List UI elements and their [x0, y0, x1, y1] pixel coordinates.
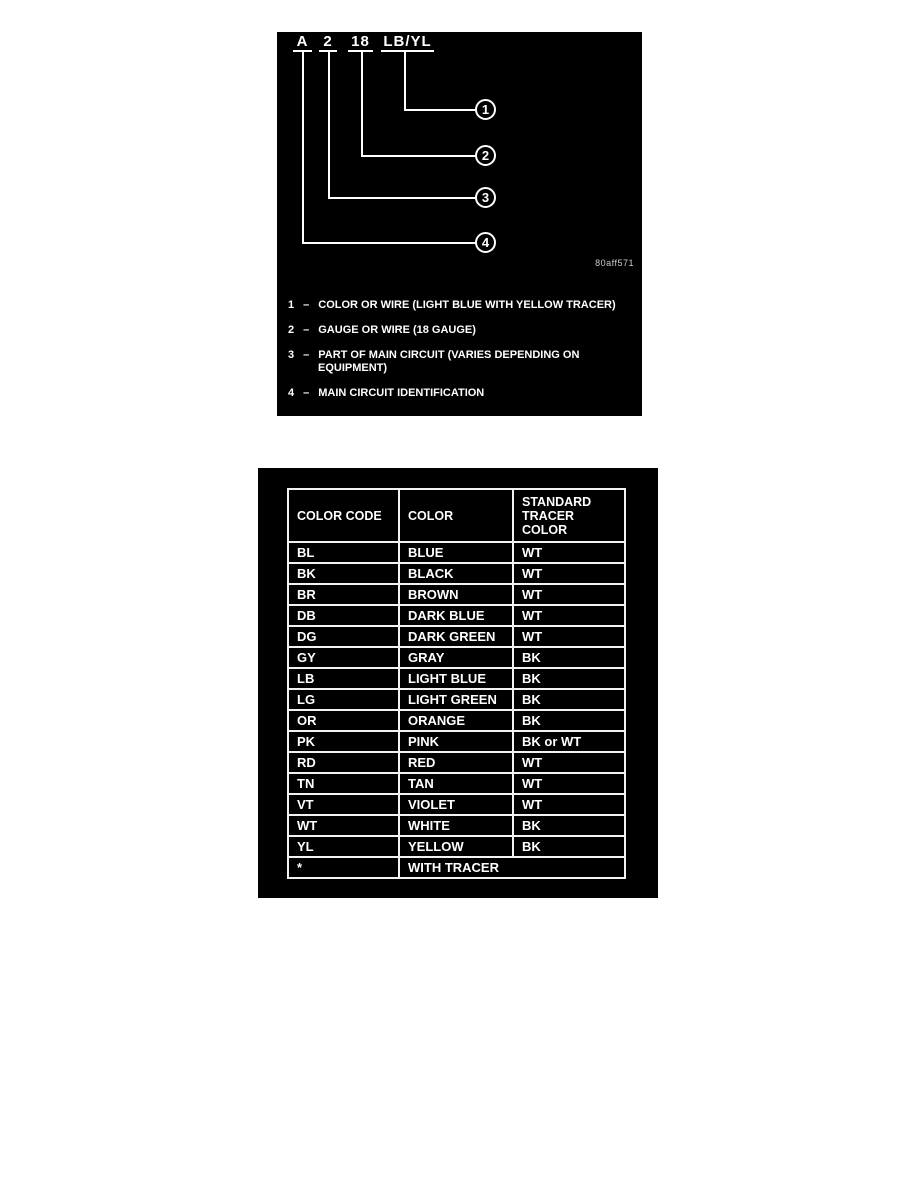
figure-legend [288, 299, 620, 400]
tracer-cell: BK or WT [513, 731, 625, 752]
legend-text: GAUGE OR WIRE (18 GAUGE) [318, 324, 476, 336]
code-part-gauge: 18 [351, 33, 370, 50]
footnote-row [288, 857, 625, 878]
tracer-cell: WT [513, 584, 625, 605]
color-cell: BLACK [399, 563, 513, 584]
connector-line-1-vertical [404, 51, 406, 111]
code-part-circuit-section: 2 [323, 33, 333, 50]
legend-dash: – [303, 324, 310, 336]
table-row [288, 626, 625, 647]
color-code-cell: RD [288, 752, 399, 773]
tracer-cell: WT [513, 752, 625, 773]
color-cell: DARK GREEN [399, 626, 513, 647]
tracer-cell: WT [513, 794, 625, 815]
color-cell: VIOLET [399, 794, 513, 815]
table-row [288, 752, 625, 773]
table-row [288, 710, 625, 731]
legend-item-1 [288, 299, 620, 312]
color-code-table-wrap [287, 488, 626, 879]
color-code-cell: OR [288, 710, 399, 731]
tracer-cell: WT [513, 605, 625, 626]
tracer-cell: BK [513, 668, 625, 689]
color-code-cell: BL [288, 542, 399, 563]
color-code-cell: TN [288, 773, 399, 794]
connector-line-1-horizontal [404, 109, 476, 111]
color-code-cell: DB [288, 605, 399, 626]
table-row [288, 542, 625, 563]
connector-line-4-vertical [302, 51, 304, 244]
wire-code-figure [277, 32, 642, 416]
table-row [288, 584, 625, 605]
tracer-cell: BK [513, 836, 625, 857]
color-cell: DARK BLUE [399, 605, 513, 626]
color-cell: RED [399, 752, 513, 773]
header-color-code: COLOR CODE [288, 489, 399, 542]
color-cell: GRAY [399, 647, 513, 668]
table-row [288, 605, 625, 626]
footnote-symbol-cell: * [288, 857, 399, 878]
tracer-cell: WT [513, 542, 625, 563]
color-code-table [287, 488, 626, 879]
connector-line-3-horizontal [328, 197, 476, 199]
color-cell: BROWN [399, 584, 513, 605]
color-cell: LIGHT BLUE [399, 668, 513, 689]
tracer-cell: WT [513, 773, 625, 794]
table-row [288, 563, 625, 584]
tracer-cell: BK [513, 815, 625, 836]
callout-circle-3: 3 [475, 187, 496, 208]
table-row [288, 668, 625, 689]
callout-circle-4: 4 [475, 232, 496, 253]
header-standard-tracer-color: STANDARD TRACER COLOR [513, 489, 625, 542]
tracer-cell: BK [513, 710, 625, 731]
connector-line-2-horizontal [361, 155, 476, 157]
table-row [288, 773, 625, 794]
legend-text: PART OF MAIN CIRCUIT (VARIES DEPENDING ON EQUIPMENT) [318, 349, 580, 374]
tracer-cell: BK [513, 647, 625, 668]
color-code-cell: LB [288, 668, 399, 689]
legend-dash: – [303, 387, 310, 399]
color-code-cell: DG [288, 626, 399, 647]
color-cell: TAN [399, 773, 513, 794]
callout-circle-2: 2 [475, 145, 496, 166]
table-row [288, 836, 625, 857]
table-row [288, 689, 625, 710]
header-color: COLOR [399, 489, 513, 542]
color-code-cell: YL [288, 836, 399, 857]
legend-num: 1 [288, 299, 295, 311]
color-cell: ORANGE [399, 710, 513, 731]
connector-line-2-vertical [361, 51, 363, 157]
color-code-cell: BK [288, 563, 399, 584]
legend-text: COLOR OR WIRE (LIGHT BLUE WITH YELLOW TRACER) [318, 299, 616, 311]
color-code-table-figure [258, 468, 658, 898]
legend-item-4 [288, 387, 620, 400]
legend-item-2 [288, 324, 620, 337]
code-part-main-circuit-id: A [296, 33, 309, 50]
color-cell: LIGHT GREEN [399, 689, 513, 710]
color-code-cell: BR [288, 584, 399, 605]
footnote-text-cell: WITH TRACER [399, 857, 625, 878]
color-cell: PINK [399, 731, 513, 752]
color-cell: WHITE [399, 815, 513, 836]
connector-line-4-horizontal [302, 242, 476, 244]
color-cell: BLUE [399, 542, 513, 563]
color-code-cell: LG [288, 689, 399, 710]
table-row [288, 794, 625, 815]
legend-num: 2 [288, 324, 295, 336]
tracer-cell: WT [513, 626, 625, 647]
legend-num: 4 [288, 387, 295, 399]
figure-watermark: 80aff571 [595, 258, 634, 268]
legend-num: 3 [288, 349, 295, 361]
connector-line-3-vertical [328, 51, 330, 199]
color-code-cell: VT [288, 794, 399, 815]
color-cell: YELLOW [399, 836, 513, 857]
color-code-cell: WT [288, 815, 399, 836]
legend-dash: – [303, 299, 310, 311]
callout-circle-1: 1 [475, 99, 496, 120]
underline-color [381, 50, 434, 52]
legend-text: MAIN CIRCUIT IDENTIFICATION [318, 387, 485, 399]
code-part-color: LB/YL [383, 33, 432, 50]
table-row [288, 647, 625, 668]
tracer-cell: WT [513, 563, 625, 584]
legend-item-3 [288, 349, 620, 375]
table-row [288, 815, 625, 836]
tracer-cell: BK [513, 689, 625, 710]
table-row [288, 731, 625, 752]
color-code-cell: PK [288, 731, 399, 752]
color-code-cell: GY [288, 647, 399, 668]
legend-dash: – [303, 349, 310, 361]
header-row [288, 489, 625, 542]
